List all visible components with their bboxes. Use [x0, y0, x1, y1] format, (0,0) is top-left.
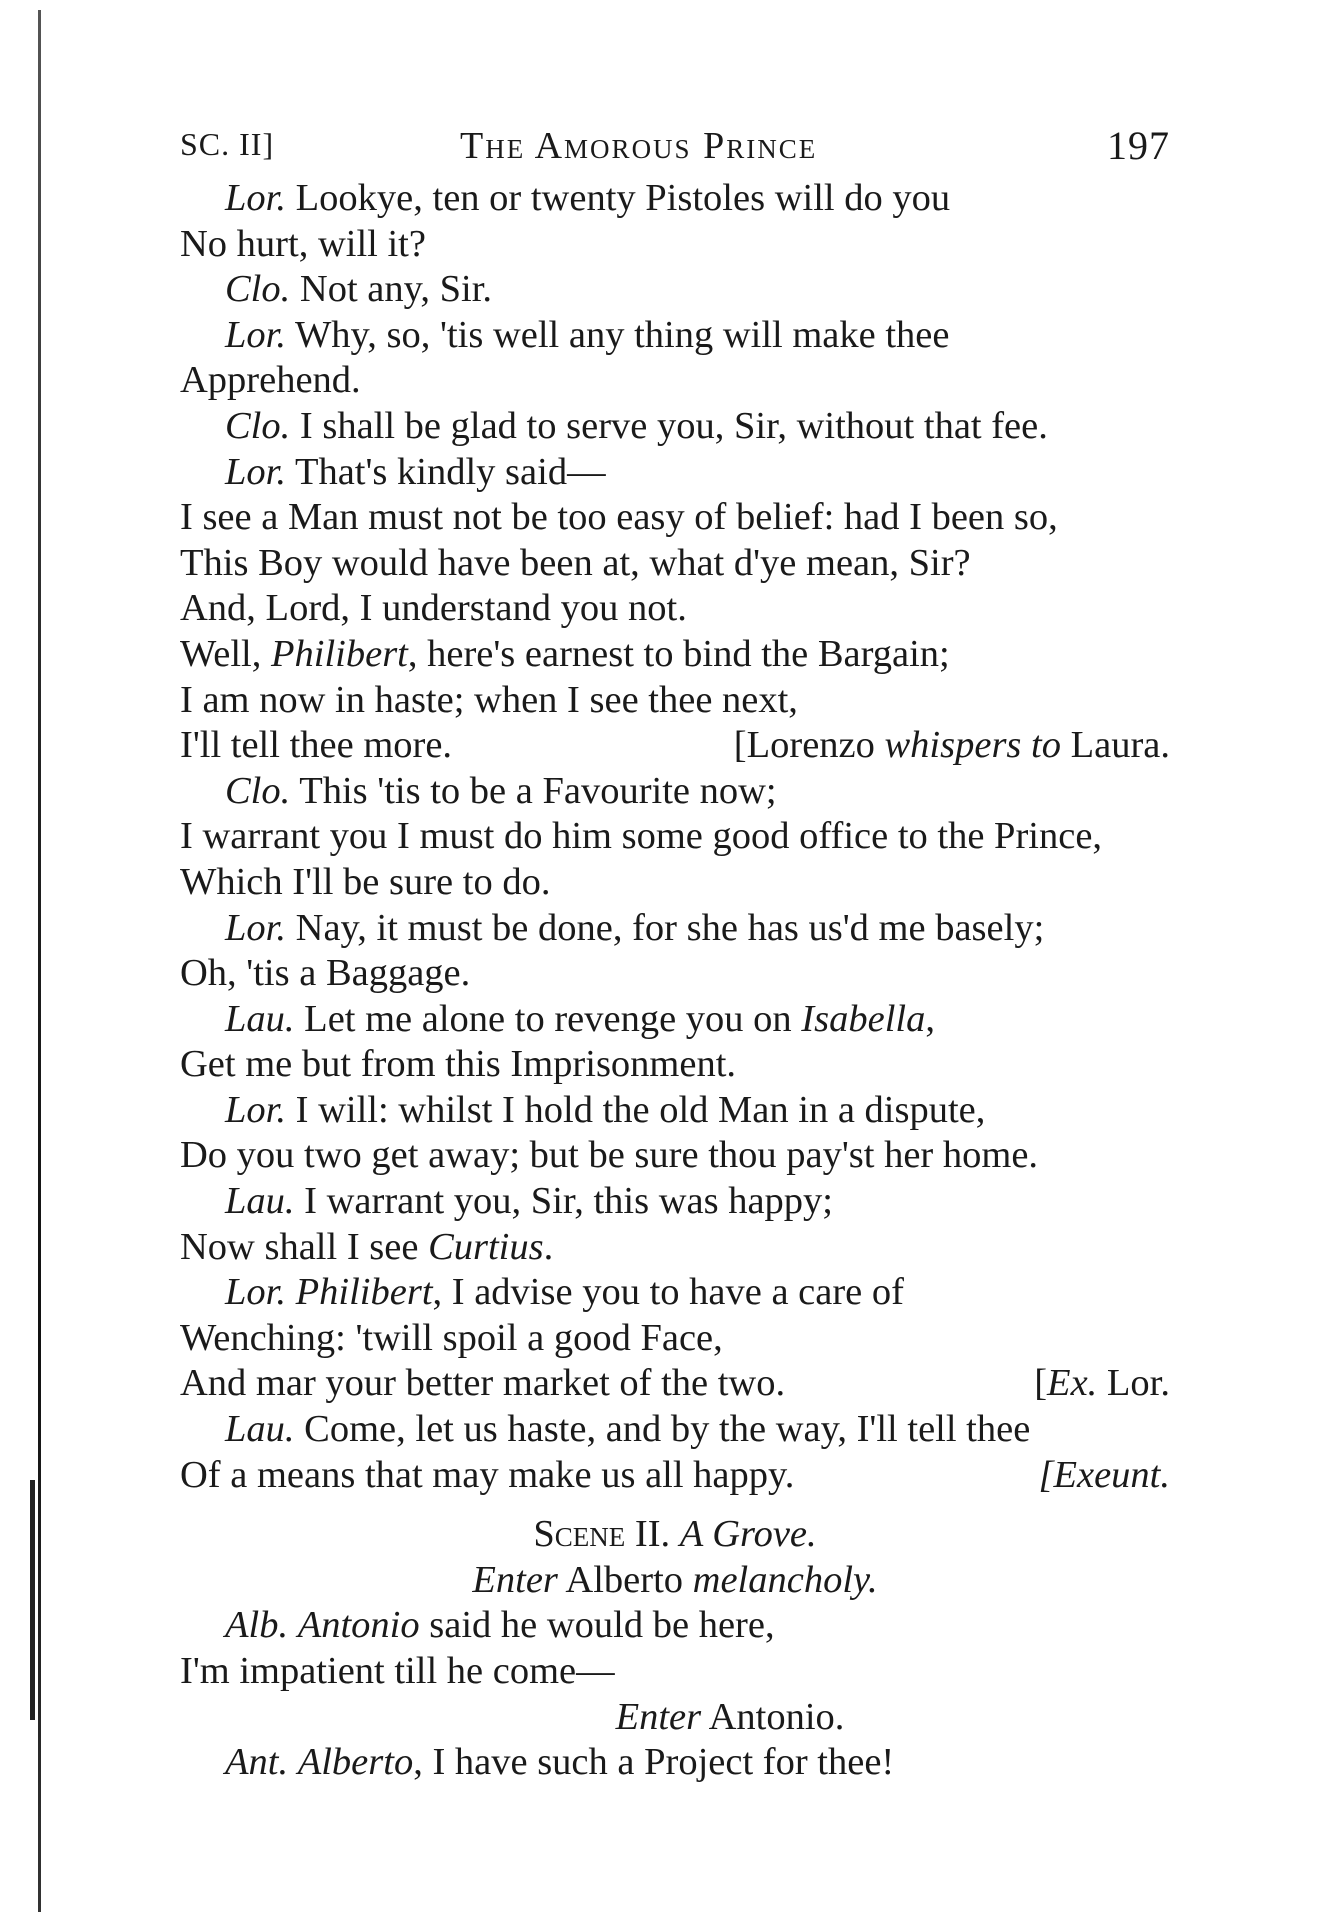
character-name: Isabella	[801, 997, 926, 1040]
verse-line: Lor. Nay, it must be done, for she has us'd me basely;	[225, 906, 1045, 949]
verse-line: I'm impatient till he come—	[180, 1650, 615, 1692]
verse-line: Lor. I will: whilst I hold the old Man in a dispute,	[225, 1088, 986, 1131]
verse-line: This Boy would have been at, what d'ye mean, Sir?	[180, 541, 971, 584]
speaker-label: Lor.	[225, 177, 287, 219]
verse-line: Lor. That's kindly said—	[225, 450, 606, 493]
stage-direction: [Exeunt.	[1038, 1453, 1170, 1496]
speaker-label: Lor.	[225, 1271, 287, 1314]
verse-line: Clo. This 'tis to be a Favourite now;	[225, 769, 777, 812]
verse-line: No hurt, will it?	[180, 222, 426, 265]
verse-line: Lor. Philibert, I advise you to have a care of	[225, 1271, 904, 1314]
speaker-label: Lor.	[225, 1088, 287, 1131]
character-name: Alberto	[297, 1741, 414, 1784]
verse-line: Oh, 'tis a Baggage.	[180, 952, 471, 995]
speaker-label: Clo.	[225, 769, 291, 812]
speaker-label: Ant.	[225, 1741, 289, 1784]
speaker-label: Clo.	[225, 404, 291, 447]
character-name: Antonio	[297, 1604, 420, 1647]
stage-direction-enter: Enter Alberto melancholy.	[472, 1558, 878, 1601]
verse-line: Lau. I warrant you, Sir, this was happy;	[225, 1180, 833, 1223]
speaker-label: Clo.	[225, 268, 291, 311]
verse-line: Wenching: 'twill spoil a good Face,	[180, 1316, 723, 1359]
page-number: 197	[1107, 123, 1170, 168]
scene-heading: Scene II. A Grove.	[533, 1513, 817, 1556]
header-scene: SC. II]	[180, 126, 275, 162]
verse-line: And, Lord, I understand you not.	[180, 587, 687, 630]
verse-line: I see a Man must not be too easy of belief: had I been so,	[180, 496, 1058, 539]
verse-line: I'll tell thee more. [Lorenzo whispers to Laura.	[180, 723, 1170, 769]
header-title: The Amorous Prince	[460, 125, 818, 167]
verse-line: Of a means that may make us all happy. [Exeunt.	[180, 1453, 1170, 1499]
character-name: Philibert	[295, 1271, 433, 1314]
character-name: Philibert	[271, 632, 408, 675]
verse-line: Do you two get away; but be sure thou pay'st her home.	[180, 1134, 1039, 1177]
verse-line: Clo. I shall be glad to serve you, Sir, without that fee.	[225, 404, 1048, 447]
speaker-label: Lau.	[225, 997, 295, 1040]
speaker-label: Lau.	[225, 1408, 295, 1451]
running-header	[180, 120, 1170, 170]
verse-line: Ant. Alberto, I have such a Project for thee!	[225, 1741, 895, 1784]
speaker-label: Lor.	[225, 313, 287, 356]
speaker-label: Lor.	[225, 906, 287, 949]
verse-line: I warrant you I must do him some good office to the Prince,	[180, 815, 1103, 858]
verse-line: Lor. Why, so, 'tis well any thing will make thee	[225, 313, 950, 356]
stage-direction-enter: Enter Antonio.	[615, 1695, 845, 1738]
character-name: Curtius	[428, 1225, 544, 1268]
verse-line: Alb. Antonio said he would be here,	[225, 1604, 775, 1647]
verse-line: Clo. Not any, Sir.	[225, 268, 493, 311]
stage-direction: [Ex. Lor.	[1034, 1362, 1170, 1405]
verse-line: Well, Philibert, here's earnest to bind the Bargain;	[180, 632, 950, 675]
speaker-label: Lor.	[225, 450, 287, 493]
verse-line: I am now in haste; when I see thee next,	[180, 678, 798, 721]
verse-line: Get me but from this Imprisonment.	[180, 1043, 737, 1086]
verse-line: And mar your better market of the two. [Ex. Lor.	[180, 1361, 1170, 1407]
page-edge-shadow	[38, 10, 41, 1912]
book-page	[180, 120, 1170, 1786]
page-edge-shadow-dark	[30, 1480, 35, 1720]
speaker-label: Lau.	[225, 1180, 295, 1223]
speaker-label: Alb.	[225, 1604, 289, 1647]
verse-line: Apprehend.	[180, 359, 361, 402]
verse-line: Now shall I see Curtius.	[180, 1225, 554, 1268]
verse-line: Lau. Come, let us haste, and by the way, I'll tell thee	[225, 1408, 1031, 1451]
verse-line: Lau. Let me alone to revenge you on Isabella,	[225, 997, 935, 1040]
stage-direction: [Lorenzo whispers to Laura.	[733, 724, 1170, 767]
verse-line: Lor. Lookye, ten or twenty Pistoles will do you	[225, 177, 951, 219]
verse-line: Which I'll be sure to do.	[180, 860, 551, 903]
